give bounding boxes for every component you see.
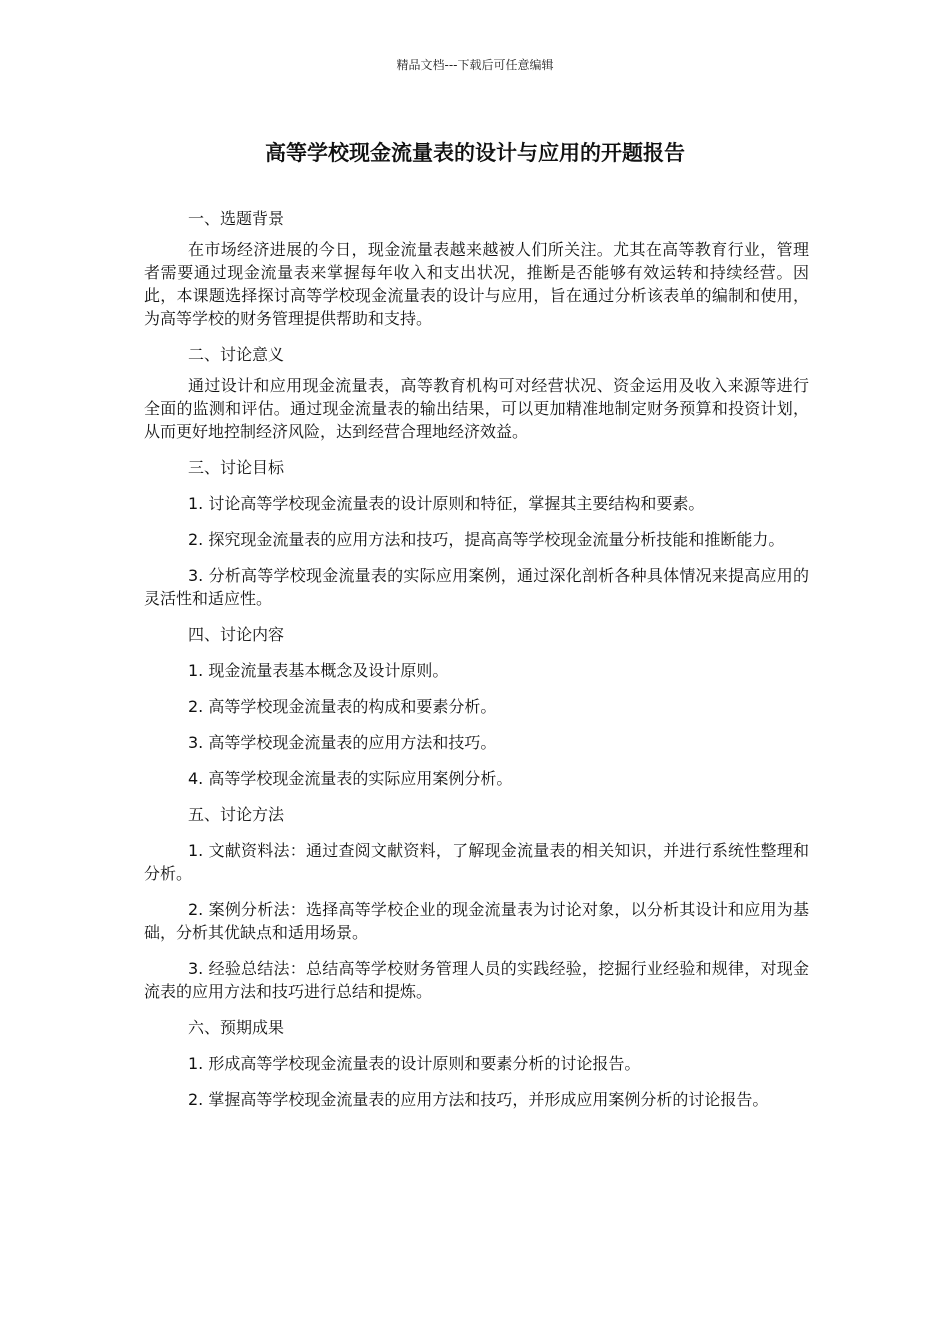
content-item-3: 3. 高等学校现金流量表的应用方法和技巧。: [188, 733, 497, 752]
page-header: 精品文档---下载后可任意编辑: [396, 58, 554, 72]
document-title: 高等学校现金流量表的设计与应用的开题报告: [265, 141, 685, 165]
method-item-2: 2. 案例分析法：选择高等学校企业的现金流量表为讨论对象，以分析其设计和应用为基础，分析其优缺点和适用场景。: [144, 900, 809, 942]
content-item-1: 1. 现金流量表基本概念及设计原则。: [188, 661, 449, 680]
outcome-item-2: 2. 掌握高等学校现金流量表的应用方法和技巧，并形成应用案例分析的讨论报告。: [188, 1090, 769, 1109]
content-item-4: 4. 高等学校现金流量表的实际应用案例分析。: [188, 769, 513, 788]
content-item-2: 2. 高等学校现金流量表的构成和要素分析。: [188, 697, 497, 716]
paragraph-background: 在市场经济进展的今日，现金流量表越来越被人们所关注。尤其在高等教育行业，管理者需要通过现金流量表来掌握每年收入和支出状况，推断是否能够有效运转和持续经营。因此，本课题选择探讨高等学校现金流量表的设计与应用，旨在通过分析该表单的编制和使用，为高等学校的财务管理提供帮助和支持。: [144, 240, 809, 328]
section-heading-objectives: 三、讨论目标: [188, 458, 285, 477]
objective-item-3: 3. 分析高等学校现金流量表的实际应用案例，通过深化剖析各种具体情况来提高应用的灵活性和适应性。: [144, 566, 809, 608]
section-heading-outcomes: 六、预期成果: [188, 1018, 285, 1037]
section-heading-methods: 五、讨论方法: [188, 805, 285, 824]
outcome-item-1: 1. 形成高等学校现金流量表的设计原则和要素分析的讨论报告。: [188, 1054, 641, 1073]
paragraph-significance: 通过设计和应用现金流量表，高等教育机构可对经营状况、资金运用及收入来源等进行全面的监测和评估。通过现金流量表的输出结果，可以更加精准地制定财务预算和投资计划，从而更好地控制经济风险，达到经营合理地经济效益。: [144, 376, 809, 441]
objective-item-1: 1. 讨论高等学校现金流量表的设计原则和特征，掌握其主要结构和要素。: [188, 494, 705, 513]
section-heading-background: 一、选题背景: [188, 209, 285, 228]
method-item-3: 3. 经验总结法：总结高等学校财务管理人员的实践经验，挖掘行业经验和规律，对现金流表的应用方法和技巧进行总结和提炼。: [144, 959, 809, 1001]
section-heading-significance: 二、讨论意义: [188, 345, 285, 364]
objective-item-2: 2. 探究现金流量表的应用方法和技巧，提高高等学校现金流量分析技能和推断能力。: [188, 530, 785, 549]
section-heading-content: 四、讨论内容: [188, 625, 285, 644]
method-item-1: 1. 文献资料法：通过查阅文献资料，了解现金流量表的相关知识，并进行系统性整理和分析。: [144, 841, 809, 883]
document-body: [144, 207, 809, 1111]
